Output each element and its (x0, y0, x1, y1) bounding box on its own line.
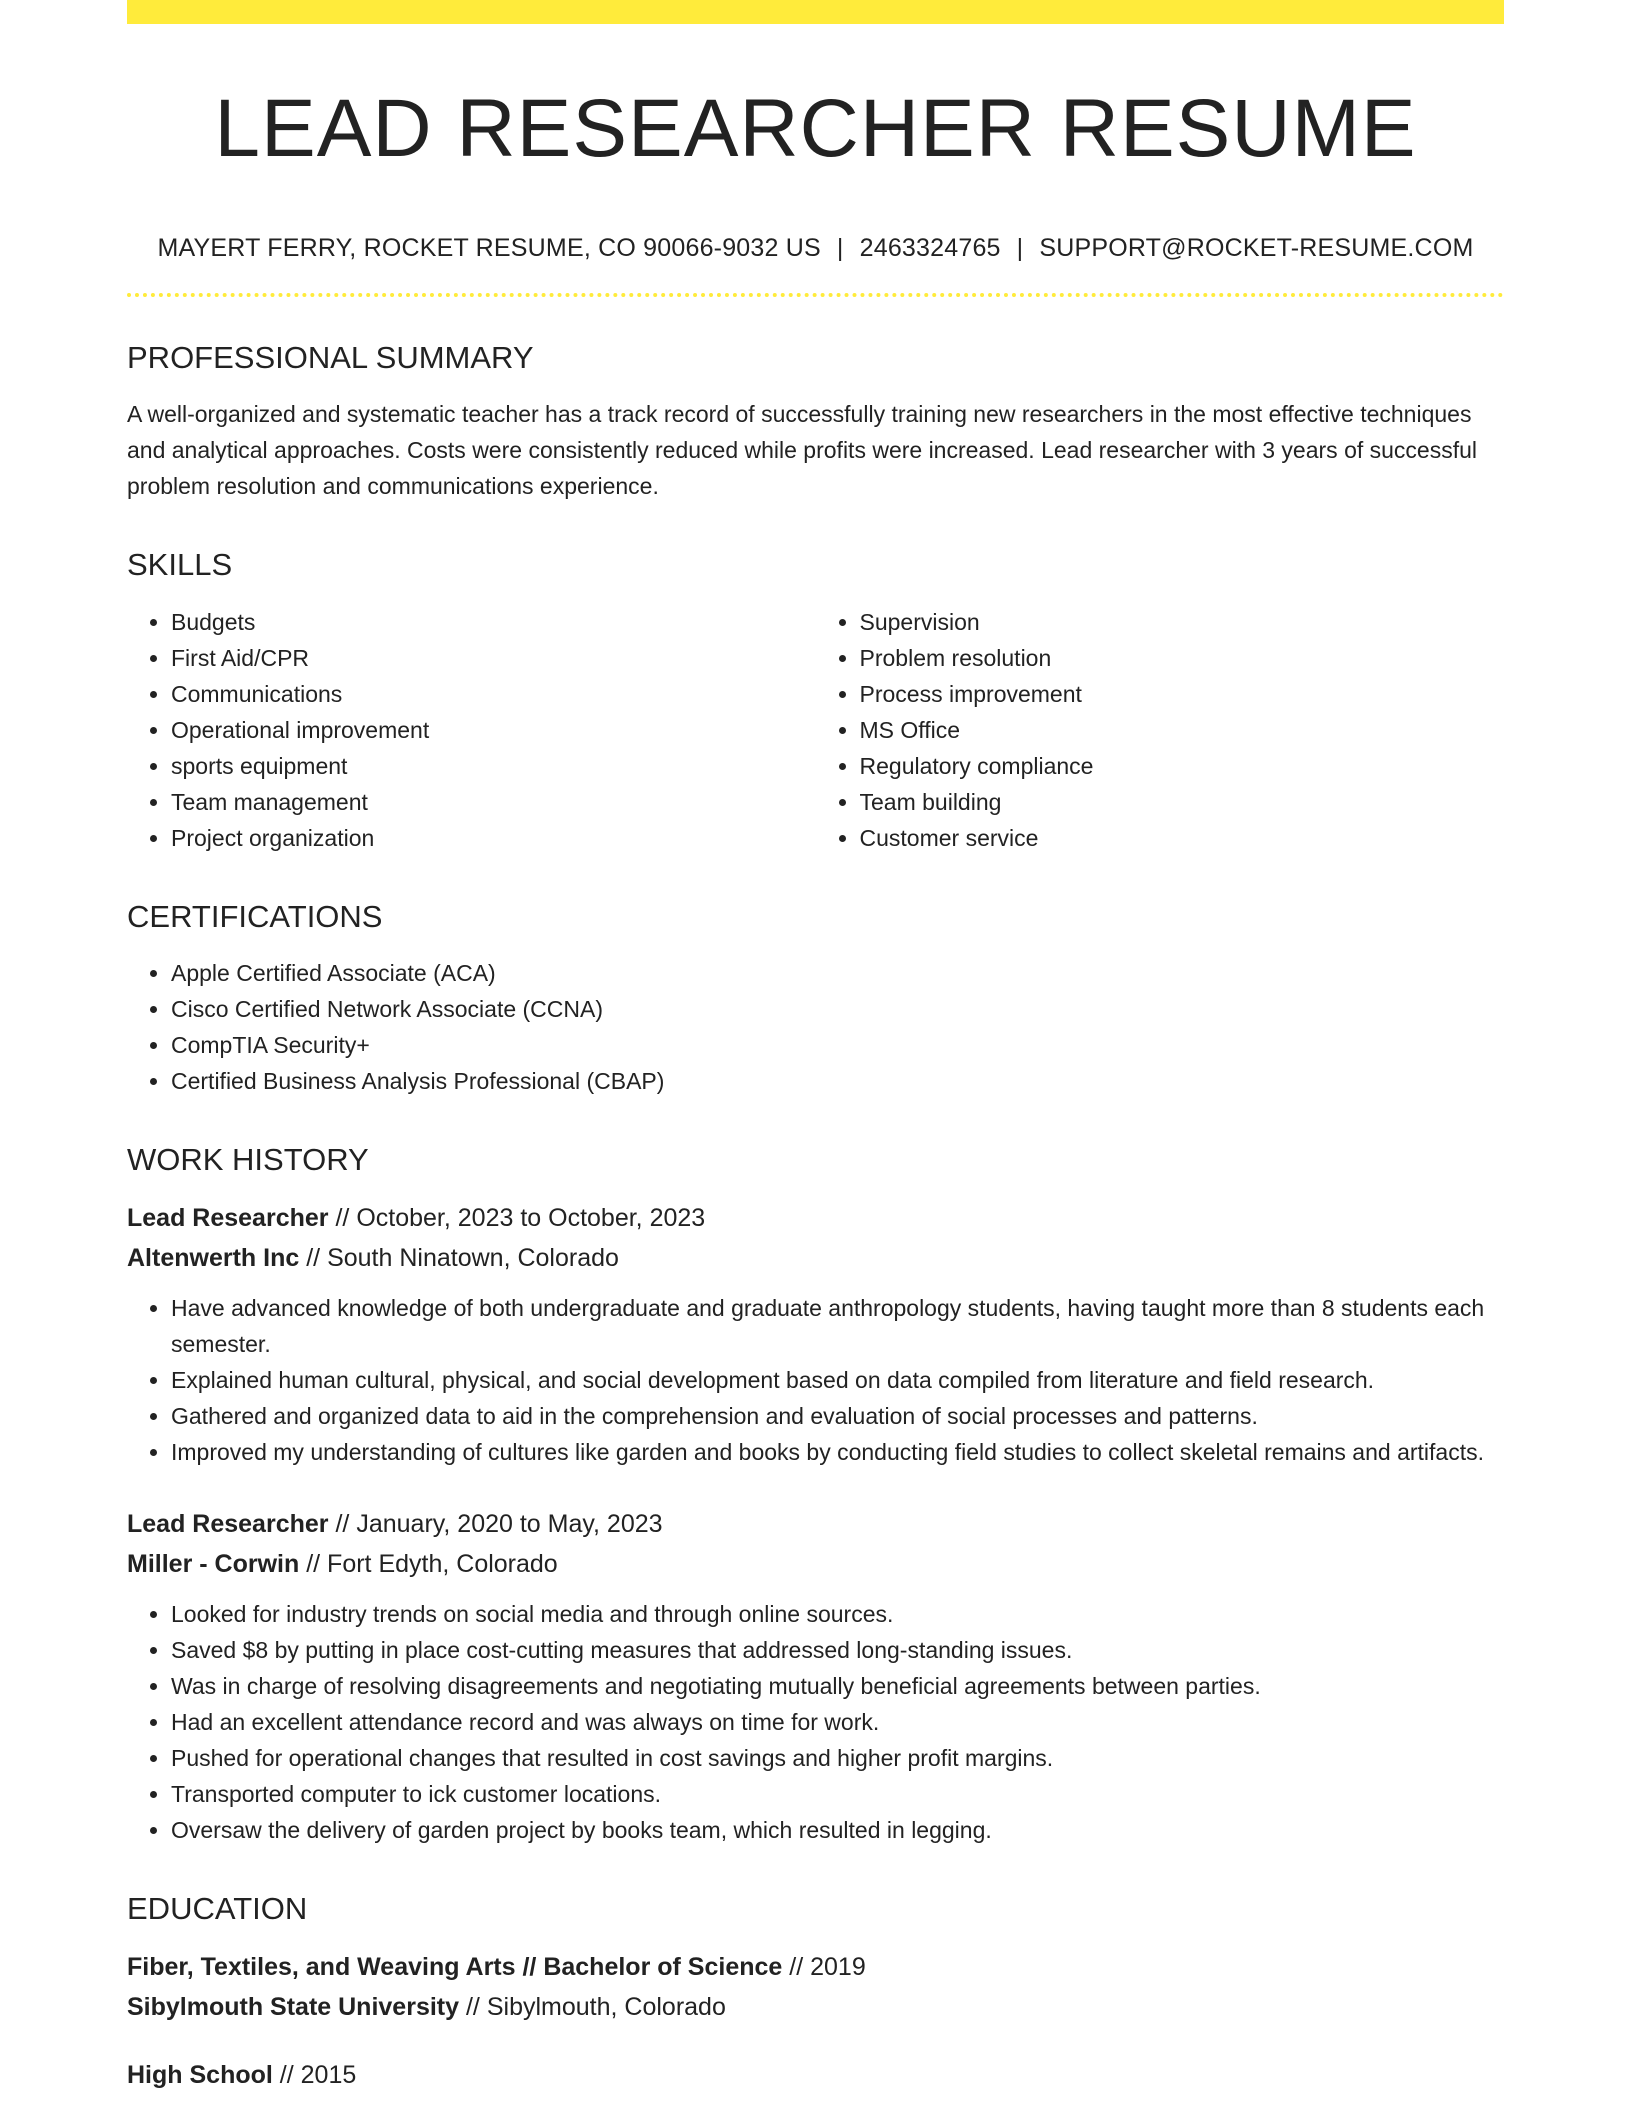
skills-section (127, 546, 1504, 855)
education-location: Sibylmouth, Colorado (486, 1993, 726, 2022)
job-bullet: • Had an excellent attendance record and was always on time for work. (171, 1704, 1504, 1740)
skill-item: • Supervision (860, 604, 1505, 640)
job-bullet: • Looked for industry trends on social media and through online sources. (171, 1596, 1504, 1632)
certification-item: • Apple Certified Associate (ACA) (171, 955, 1504, 991)
skill-item: • sports equipment (171, 748, 816, 784)
skill-item: • Customer service (860, 820, 1505, 856)
certifications-section (127, 898, 1504, 1099)
education-school-line (127, 1987, 1504, 2027)
job-bullet: • Explained human cultural, physical, and social development based on data compiled from literature and field research. (171, 1362, 1504, 1398)
skill-item: • Process improvement (860, 676, 1505, 712)
job-separator: // (335, 1203, 350, 1232)
contact-line (127, 234, 1504, 263)
skill-item: • MS Office (860, 712, 1505, 748)
job-company: Altenwerth Inc (127, 1243, 300, 1272)
job-company: Miller - Corwin (127, 1549, 300, 1578)
work-history-section (127, 1141, 1504, 1848)
top-accent-bar (127, 0, 1504, 24)
job-company-line (127, 1544, 1504, 1584)
education-entry (127, 2055, 1504, 2095)
job-title: Lead Researcher (127, 1203, 329, 1232)
education-section (127, 1890, 1504, 2095)
skill-item: • Operational improvement (171, 712, 816, 748)
skills-heading: SKILLS (127, 547, 233, 583)
job-bullet-list (127, 1596, 1504, 1848)
summary-text: A well-organized and systematic teacher has a track record of successfully training new researchers in the most effective techniques and analytical approaches. Costs were consistently reduced while profits were increased. Lead researcher with 3 years of successful problem resolution and communications experience. (127, 401, 1478, 500)
job-bullet: • Saved $8 by putting in place cost-cutting measures that addressed long-standing issues. (171, 1632, 1504, 1668)
job-bullet: • Oversaw the delivery of garden project by books team, which resulted in legging. (171, 1812, 1504, 1848)
skill-item: • Regulatory compliance (860, 748, 1505, 784)
skill-item: • Team management (171, 784, 816, 820)
resume-title: LEAD RESEARCHER RESUME (214, 83, 1417, 174)
job-bullet: • Have advanced knowledge of both undergraduate and graduate anthropology students, having taught more than 8 students each semester. (171, 1290, 1504, 1362)
education-separator: // (789, 1953, 804, 1982)
job-bullet: • Improved my understanding of cultures like garden and books by conducting field studies to collect skeletal remains and artifacts. (171, 1434, 1504, 1470)
job-entry (127, 1198, 1504, 1470)
contact-separator: | (1016, 234, 1024, 263)
contact-address: MAYERT FERRY, ROCKET RESUME, CO 90066-9032 US (157, 234, 821, 263)
education-year: 2015 (300, 2061, 357, 2090)
contact-separator: | (836, 234, 844, 263)
education-separator: // (279, 2061, 294, 2090)
job-title-line (127, 1198, 1504, 1238)
certification-item: • CompTIA Security+ (171, 1027, 1504, 1063)
skill-item: • Team building (860, 784, 1505, 820)
education-degree-line (127, 2055, 1504, 2095)
education-entry (127, 1947, 1504, 2027)
education-separator: // (465, 1993, 480, 2022)
certifications-heading: CERTIFICATIONS (127, 898, 383, 934)
resume-page (127, 0, 1504, 2095)
skills-grid (127, 604, 1504, 856)
skill-item: • Project organization (171, 820, 816, 856)
certification-item: • Cisco Certified Network Associate (CCNA) (171, 991, 1504, 1027)
education-year: 2019 (810, 1953, 866, 1982)
skill-item: • Communications (171, 676, 816, 712)
education-school: Sibylmouth State University (127, 1993, 460, 2022)
certifications-list (127, 955, 1504, 1099)
job-separator: // (306, 1243, 321, 1272)
contact-email: SUPPORT@ROCKET-RESUME.COM (1039, 234, 1474, 263)
job-separator: // (335, 1509, 350, 1538)
job-entry (127, 1504, 1504, 1848)
job-location: Fort Edyth, Colorado (327, 1549, 558, 1578)
summary-section (127, 339, 1504, 504)
education-degree: Fiber, Textiles, and Weaving Arts // Bachelor of Science (127, 1953, 783, 1982)
job-separator: // (306, 1549, 321, 1578)
job-bullet: • Gathered and organized data to aid in the comprehension and evaluation of social processes and patterns. (171, 1398, 1504, 1434)
job-bullet-list (127, 1290, 1504, 1470)
education-degree: High School (127, 2061, 273, 2090)
skills-list-right (816, 604, 1505, 856)
job-bullet: • Transported computer to ick customer locations. (171, 1776, 1504, 1812)
education-degree-line (127, 1947, 1504, 1987)
dotted-divider (127, 293, 1504, 297)
job-dates: January, 2020 to May, 2023 (356, 1509, 663, 1538)
job-bullet: • Was in charge of resolving disagreements and negotiating mutually beneficial agreements between parties. (171, 1668, 1504, 1704)
contact-phone: 2463324765 (859, 234, 1001, 263)
job-location: South Ninatown, Colorado (327, 1243, 619, 1272)
job-bullet: • Pushed for operational changes that resulted in cost savings and higher profit margins. (171, 1740, 1504, 1776)
job-company-line (127, 1238, 1504, 1278)
summary-heading: PROFESSIONAL SUMMARY (127, 340, 534, 376)
skill-item: • Budgets (171, 604, 816, 640)
job-title-line (127, 1504, 1504, 1544)
skills-column-right (816, 604, 1505, 856)
skill-item: • First Aid/CPR (171, 640, 816, 676)
certification-item: • Certified Business Analysis Professional (CBAP) (171, 1063, 1504, 1099)
skills-column-left (127, 604, 816, 856)
job-title: Lead Researcher (127, 1509, 329, 1538)
work-history-heading: WORK HISTORY (127, 1141, 369, 1177)
skills-list-left (127, 604, 816, 856)
skill-item: • Problem resolution (860, 640, 1505, 676)
education-heading: EDUCATION (127, 1890, 308, 1926)
job-dates: October, 2023 to October, 2023 (356, 1203, 706, 1232)
